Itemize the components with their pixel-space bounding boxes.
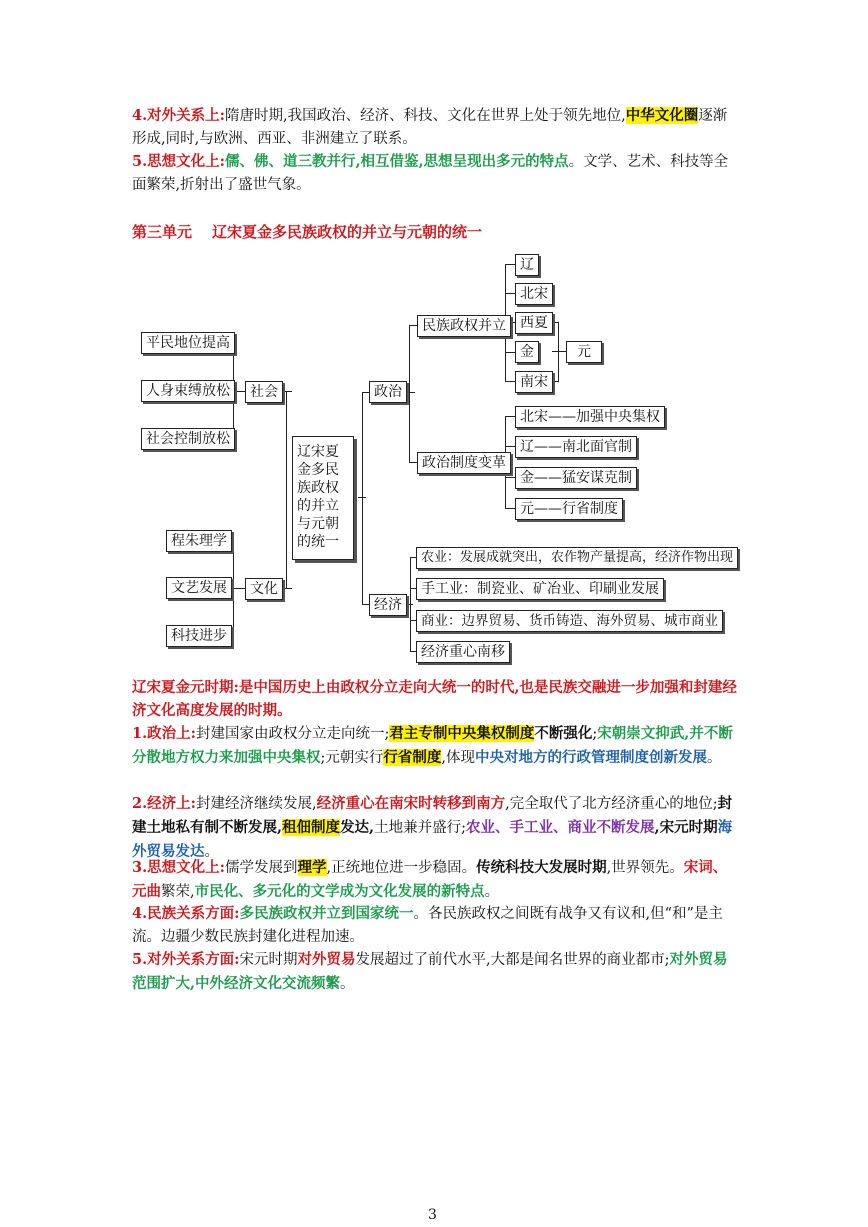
text: 。文学、艺术、科技等全面繁荣,折射出了盛世气象。 [132,154,729,193]
regime: 北宋 [515,283,553,305]
red-text: 宋词、元曲 [132,859,728,900]
society-item: 社会控制放松 [141,428,235,450]
text: 封建国家由政权分立走向统一; [196,726,390,742]
unit-number: 第三单元 [132,223,193,241]
text: ,世界领先。 [606,860,684,876]
reform-item: 元——行省制度 [515,498,623,520]
reform-node: 政治制度变革 [417,452,511,474]
reform-item: 北宋——加强中央集权 [515,406,665,428]
label: 3.思想文化上: [132,859,225,876]
text: 繁荣, [161,884,195,900]
red-text: 经济重心在南宋时转移到南方 [316,795,506,812]
econ-item: 经济重心南移 [416,641,510,663]
text: 逐渐形成,同时,与欧洲、西亚、非洲建立了联系。 [132,108,728,147]
culture-node: 文化 [245,578,283,600]
summary-politics [132,722,738,770]
bold-text: 不断强化 [534,725,593,742]
red-text: 对外贸易 [297,951,356,968]
text: 。 [484,884,500,900]
regime: 金 [515,341,539,363]
highlight: 中华文化圈 [625,107,699,124]
highlight: 租佃制度 [282,819,341,836]
summary-culture [132,856,738,904]
culture-item: 文艺发展 [166,577,232,599]
blue-text: 中央对地方的行政管理制度创新发展 [475,749,707,766]
text: ;元朝实行 [320,750,384,766]
text: 儒学发展到 [225,860,298,876]
bold-text: 封建土地私有制不断发展, [132,795,733,836]
bold-text: ,宋元时期 [654,819,718,836]
econ-item: 手工业：制瓷业、矿冶业、印刷业发展 [416,578,664,600]
unit-title: 辽宋夏金多民族政权的并立与元朝的统一 [212,223,483,241]
text: ,体现 [441,750,475,766]
text: 。各民族政权之间既有战争又有议和,但“和”是主流。边疆少数民族封建化进程加速。 [132,906,723,945]
yuan-node: 元 [566,341,602,363]
bold-text: 发达, [340,819,375,836]
economy-node: 经济 [369,594,407,616]
text: 封建经济继续发展, [196,796,317,812]
text: 。 [707,750,722,766]
text: ,完全取代了北方经济重心的地位; [505,796,718,812]
green-text: 儒、佛、道三教并行,相互借鉴,思想呈现出多元的特点 [225,153,569,170]
label: 2.经济上: [132,795,196,812]
green-text: 对外贸易范围扩大,中外经济文化交流频繁 [132,951,728,992]
summary-intro: 辽宋夏金元时期:是中国历史上由政权分立走向大统一的时代,也是民族交融进一步加强和封建经济文化高度发展的时期。 [132,679,737,719]
label: 4.对外关系上: [132,107,225,124]
culture-item: 程朱理学 [166,530,232,552]
green-text: 多民族政权并立到国家统一 [239,905,414,922]
bold-text: 传统科技大发展时期 [476,859,607,876]
center-topic: 辽宋夏金多民族政权的并立与元朝的统一 [292,436,354,560]
summary-economy [132,792,738,864]
label: 5.思想文化上: [132,153,225,170]
text: 发展超过了前代水平,大都是闻名世界的商业都市; [355,952,670,968]
label: 5.对外关系方面: [132,951,240,968]
reform-item: 辽——南北面官制 [515,436,637,458]
regime: 辽 [515,254,539,276]
highlight: 理学 [297,859,327,876]
purple-text: 农业、手工业、商业不断发展 [466,819,655,836]
text: 。 [204,844,219,860]
label: 1.政治上: [132,725,196,742]
green-text: 宋朝崇文抑武,并不断分散地方权力来加强中央集权 [132,725,733,766]
reform-item: 金——猛安谋克制 [515,467,637,489]
text: ,正统地位进一步稳固。 [326,860,477,876]
regime: 西夏 [515,312,553,334]
paragraph-foreign-relations-tang [132,104,738,151]
unit-heading [132,221,502,242]
econ-item: 农业：发展成就突出，农作物产量提高，经济作物出现 [416,547,738,569]
highlight: 君主专制中央集权制度 [389,725,535,742]
text: 土地兼并盛行; [374,820,467,836]
econ-item: 商业：边界贸易、货币铸造、海外贸易、城市商业 [416,610,723,632]
paragraph-thought-culture-tang [132,150,738,197]
society-item: 人身束缚放松 [141,380,235,402]
politics-node: 政治 [369,381,407,403]
society-item: 平民地位提高 [141,332,235,354]
culture-item: 科技进步 [166,625,232,647]
green-text: 市民化、多元化的文学成为文化发展的新特点 [194,883,485,900]
text: 宋元时期 [239,952,298,968]
regime: 南宋 [515,371,553,393]
summary-foreign [132,948,738,996]
blue-text: 海外贸易发达 [132,819,733,860]
text: 。 [340,976,355,992]
page-number: 3 [428,1207,437,1223]
society-node: 社会 [245,381,283,403]
summary-ethnic [132,902,738,949]
coexist-node: 民族政权并立 [417,315,511,337]
text: ; [592,726,598,742]
label: 4.民族关系方面: [132,905,240,922]
highlight: 行省制度 [383,749,442,766]
text: 隋唐时期,我国政治、经济、科技、文化在世界上处于领先地位, [225,108,626,124]
